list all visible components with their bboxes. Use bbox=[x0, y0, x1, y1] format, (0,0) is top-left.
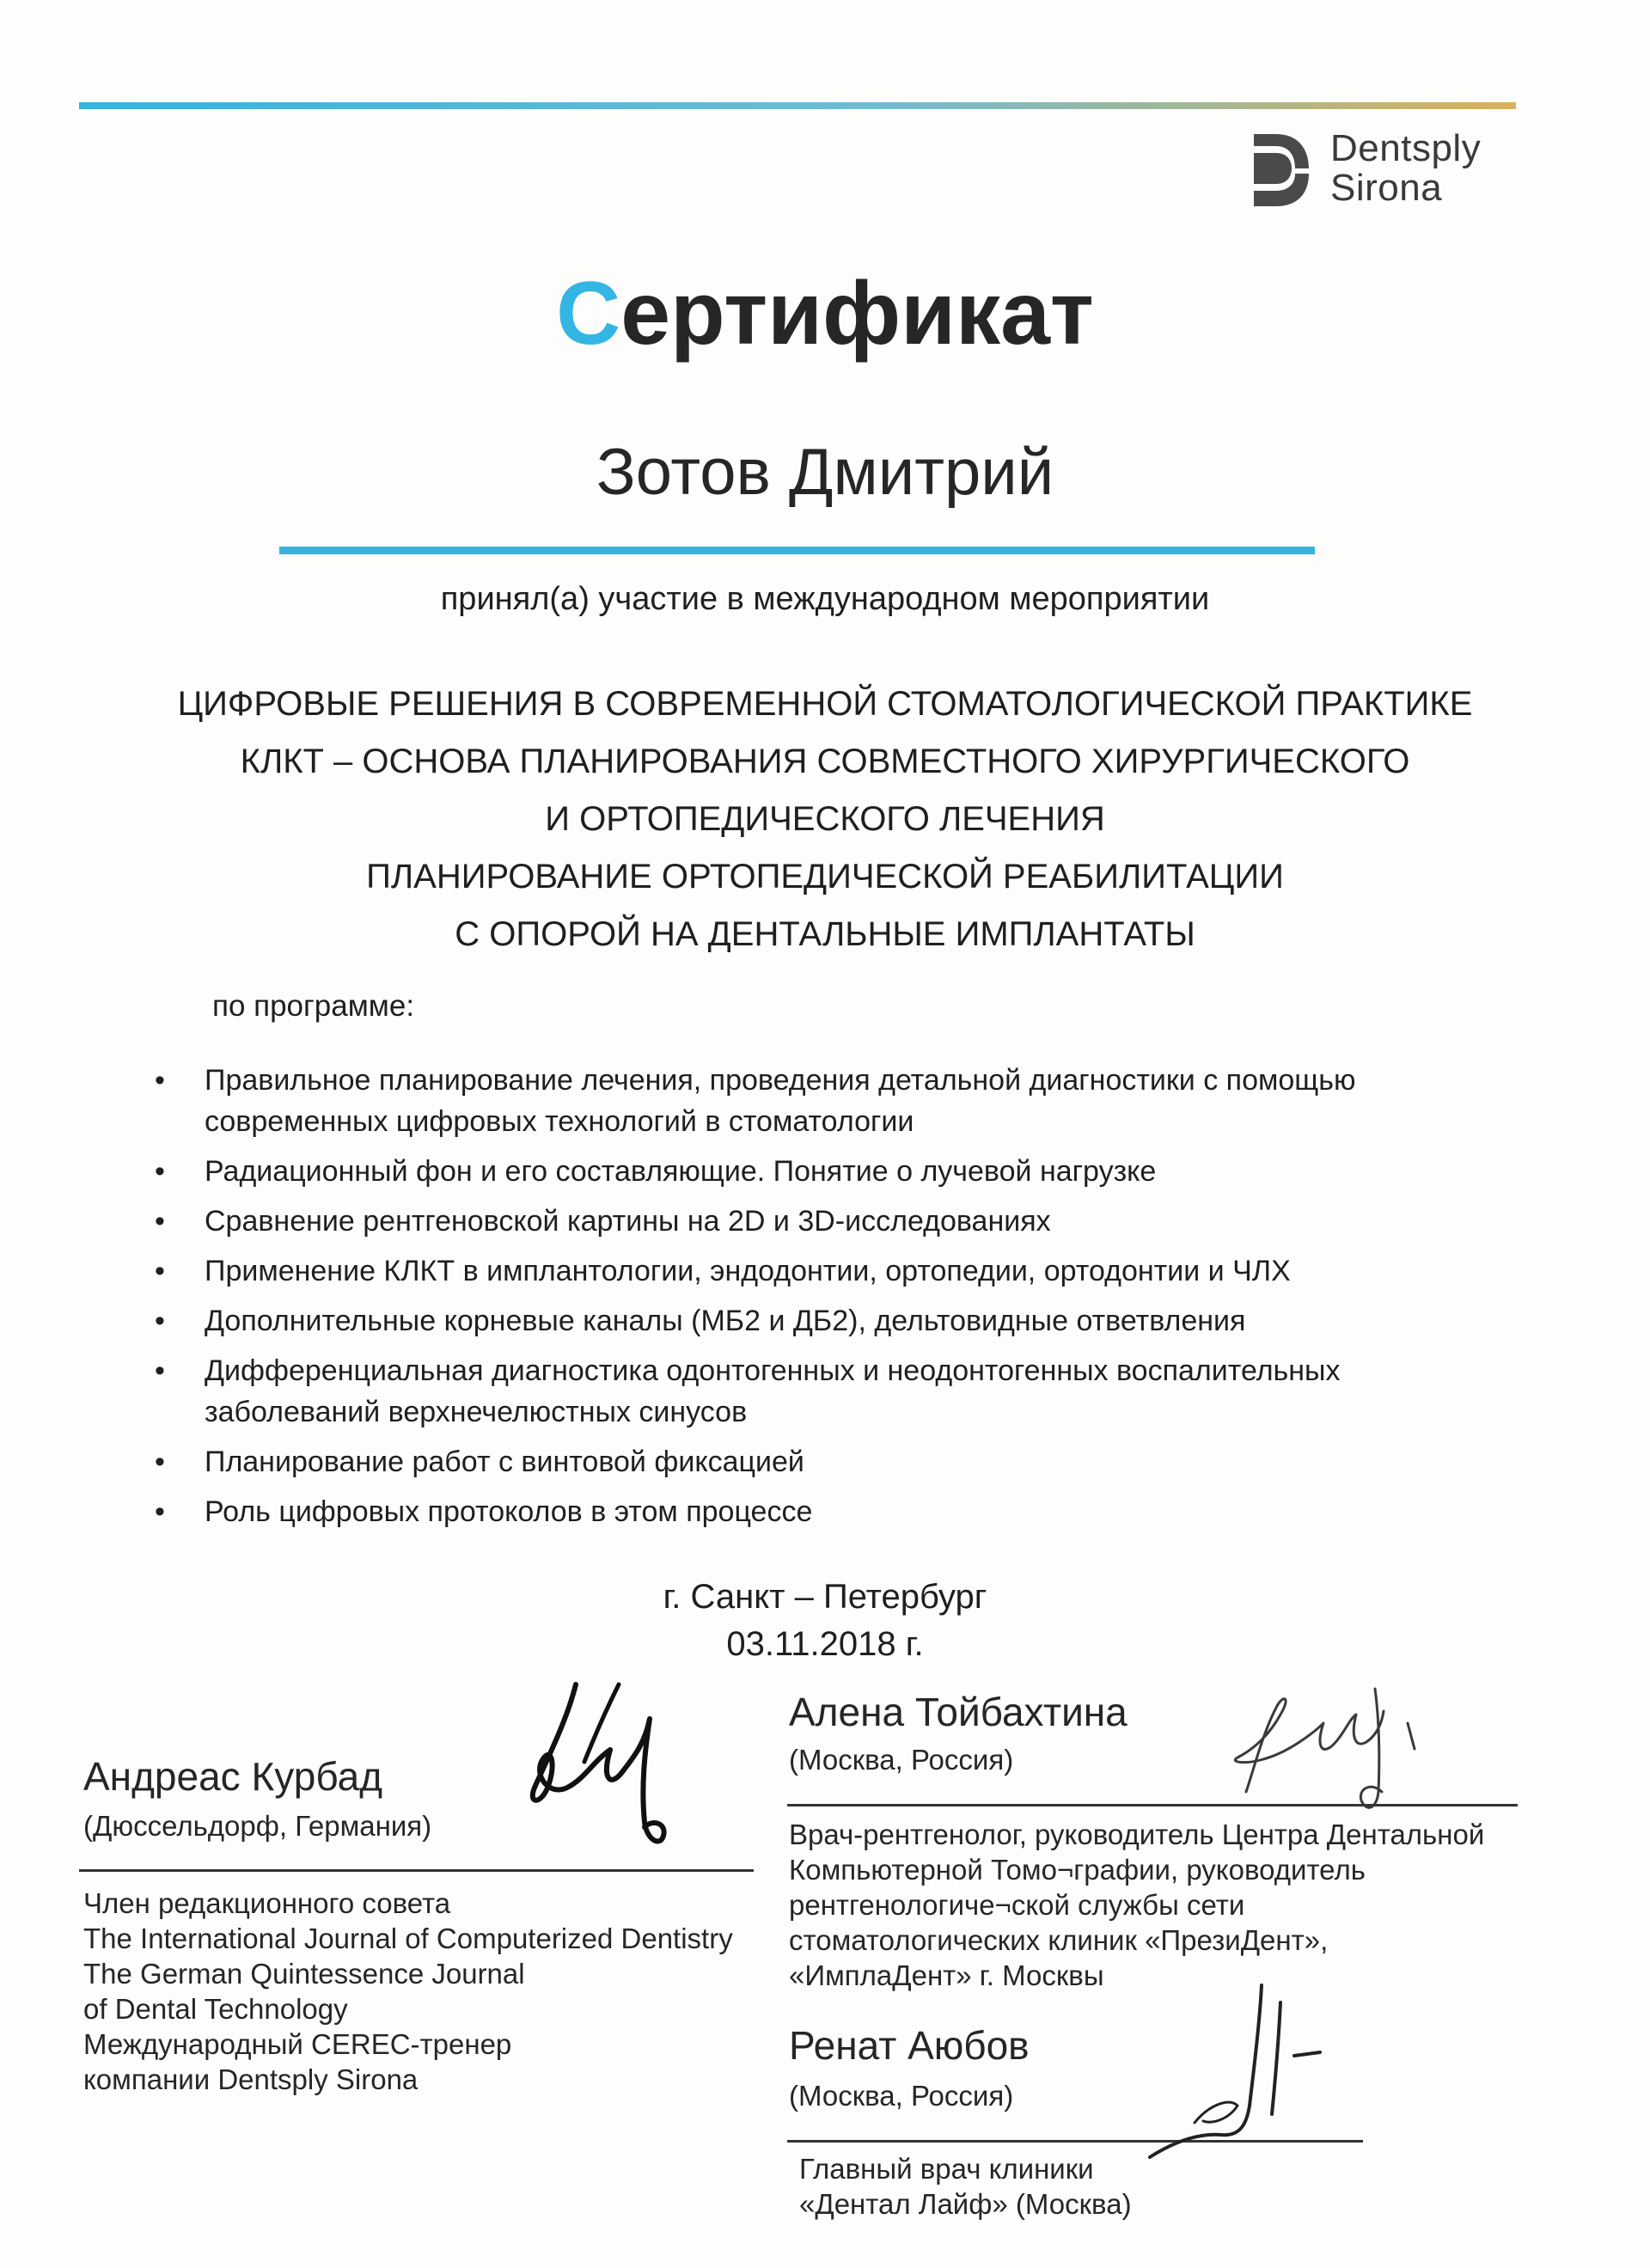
event-title bbox=[0, 676, 1650, 963]
program-item bbox=[155, 1441, 1495, 1482]
event-title-line: КЛКТ – ОСНОВА ПЛАНИРОВАНИЯ СОВМЕСТНОГО ХИРУРГИЧЕСКОГО bbox=[240, 743, 1410, 780]
event-title-line: И ОРТОПЕДИЧЕСКОГО ЛЕЧЕНИЯ bbox=[545, 800, 1105, 838]
signatory-left-description-line: Член редакционного совета bbox=[83, 1887, 451, 1919]
program-item bbox=[155, 1491, 1495, 1532]
program-item-text: Правильное планирование лечения, проведения детальной диагностики с помощью современных цифровых технологий в стоматологии bbox=[205, 1064, 1356, 1138]
signatory-left-description-line: Международный CEREC-тренер bbox=[83, 2028, 512, 2060]
signatory-right-top-name: Алена Тойбахтина bbox=[789, 1690, 1128, 1734]
top-gradient-rule bbox=[79, 102, 1516, 109]
program-label: по программе: bbox=[212, 989, 415, 1023]
program-item bbox=[155, 1151, 1495, 1192]
program-item-text: Радиационный фон и его составляющие. Понятие о лучевой нагрузке bbox=[205, 1155, 1157, 1188]
logo-text-sirona: Sirona bbox=[1330, 167, 1443, 209]
signatory-left-location: (Дюссельдорф, Германия) bbox=[83, 1810, 432, 1842]
participation-statement: принял(а) участие в международном мероприятии bbox=[440, 581, 1210, 617]
signature-left bbox=[516, 1667, 696, 1874]
signatory-right-top-description-line: рентгенологиче¬ской службы сети bbox=[789, 1889, 1245, 1921]
signatory-left-name: Андреас Курбад bbox=[83, 1754, 383, 1799]
bullet: • bbox=[155, 1255, 165, 1287]
bullet: • bbox=[155, 1495, 165, 1528]
event-date: 03.11.2018 г. bbox=[726, 1625, 924, 1663]
logo-text-dentsply: Dentsply bbox=[1330, 127, 1482, 169]
event-title-line: ЦИФРОВЫЕ РЕШЕНИЯ В СОВРЕМЕННОЙ СТОМАТОЛОГИЧЕСКОЙ ПРАКТИКЕ bbox=[177, 685, 1473, 723]
signatory-right-top-location: (Москва, Россия) bbox=[789, 1744, 1014, 1776]
program-item-text: Дополнительные корневые каналы (МБ2 и ДБ2), дельтовидные ответвления bbox=[205, 1305, 1246, 1337]
program-item bbox=[155, 1201, 1495, 1242]
event-title-line: С ОПОРОЙ НА ДЕНТАЛЬНЫЕ ИМПЛАНТАТЫ bbox=[455, 915, 1195, 953]
program-item bbox=[155, 1300, 1495, 1342]
event-title-line: ПЛАНИРОВАНИЕ ОРТОПЕДИЧЕСКОЙ РЕАБИЛИТАЦИИ bbox=[366, 858, 1284, 896]
signatory-right-bottom-location: (Москва, Россия) bbox=[789, 2080, 1014, 2112]
program-item bbox=[155, 1060, 1495, 1142]
signatory-right-top-description-line: Врач-рентгенолог, руководитель Центра Дентальной bbox=[789, 1819, 1485, 1850]
bullet: • bbox=[155, 1354, 165, 1387]
bullet: • bbox=[155, 1205, 165, 1238]
signatory-left-description-line: The International Journal of Computerized Dentistry bbox=[83, 1923, 733, 1954]
signatory-left-description-line: The German Quintessence Journal bbox=[83, 1958, 525, 1990]
certificate-title-rest: ертификат bbox=[620, 264, 1094, 364]
signatory-left-description-line: of Dental Technology bbox=[83, 1993, 348, 2025]
bullet: • bbox=[155, 1446, 165, 1478]
program-item-text: Дифференциальная диагностика одонтогенных и неодонтогенных воспалительных заболеваний верхнечелюстных синусов bbox=[205, 1354, 1341, 1428]
signatory-right-bottom-description bbox=[799, 2151, 1132, 2222]
certificate-title bbox=[0, 258, 1650, 370]
signatory-right-top-description-line: «ИмплаДент» г. Москвы bbox=[789, 1959, 1104, 1991]
bullet: • bbox=[155, 1064, 165, 1097]
bullet: • bbox=[155, 1155, 165, 1188]
signatory-right-bottom-name: Ренат Аюбов bbox=[789, 2023, 1030, 2068]
program-item-text: Планирование работ с винтовой фиксацией bbox=[205, 1446, 804, 1478]
signatory-right-bottom-description-line: «Дентал Лайф» (Москва) bbox=[799, 2188, 1132, 2220]
program-item bbox=[155, 1250, 1495, 1292]
signature-right-bottom bbox=[1109, 1977, 1332, 2166]
bullet: • bbox=[155, 1305, 165, 1337]
certificate-title-initial: С bbox=[556, 264, 621, 364]
dentsply-sirona-logo bbox=[1250, 129, 1534, 215]
program-item-text: Сравнение рентгеновской картины на 2D и 3D-исследованиях bbox=[205, 1205, 1051, 1238]
recipient-underline bbox=[279, 547, 1315, 554]
signatory-left-description-line: компании Dentsply Sirona bbox=[83, 2063, 419, 2095]
program-item-text: Применение КЛКТ в имплантологии, эндодонтии, ортопедии, ортодонтии и ЧЛХ bbox=[205, 1255, 1291, 1287]
signatory-left-description bbox=[83, 1886, 733, 2097]
signatory-right-top-description-line: Компьютерной Томо¬графии, руководитель bbox=[789, 1854, 1366, 1886]
event-city: г. Санкт – Петербург bbox=[663, 1578, 987, 1616]
recipient-name: Зотов Дмитрий bbox=[596, 436, 1054, 509]
signatory-right-top-description bbox=[789, 1817, 1484, 1993]
signatory-right-bottom-description-line: Главный врач клиники bbox=[799, 2153, 1094, 2185]
signature-right-top bbox=[1195, 1663, 1444, 1835]
signatory-right-top-description-line: стоматологических клиник «ПрезиДент», bbox=[789, 1924, 1329, 1956]
program-item-text: Роль цифровых протоколов в этом процессе bbox=[205, 1495, 813, 1528]
dentsply-sirona-logo-mark-icon bbox=[1250, 131, 1312, 210]
program-item bbox=[155, 1350, 1495, 1433]
program-list bbox=[155, 1060, 1495, 1541]
